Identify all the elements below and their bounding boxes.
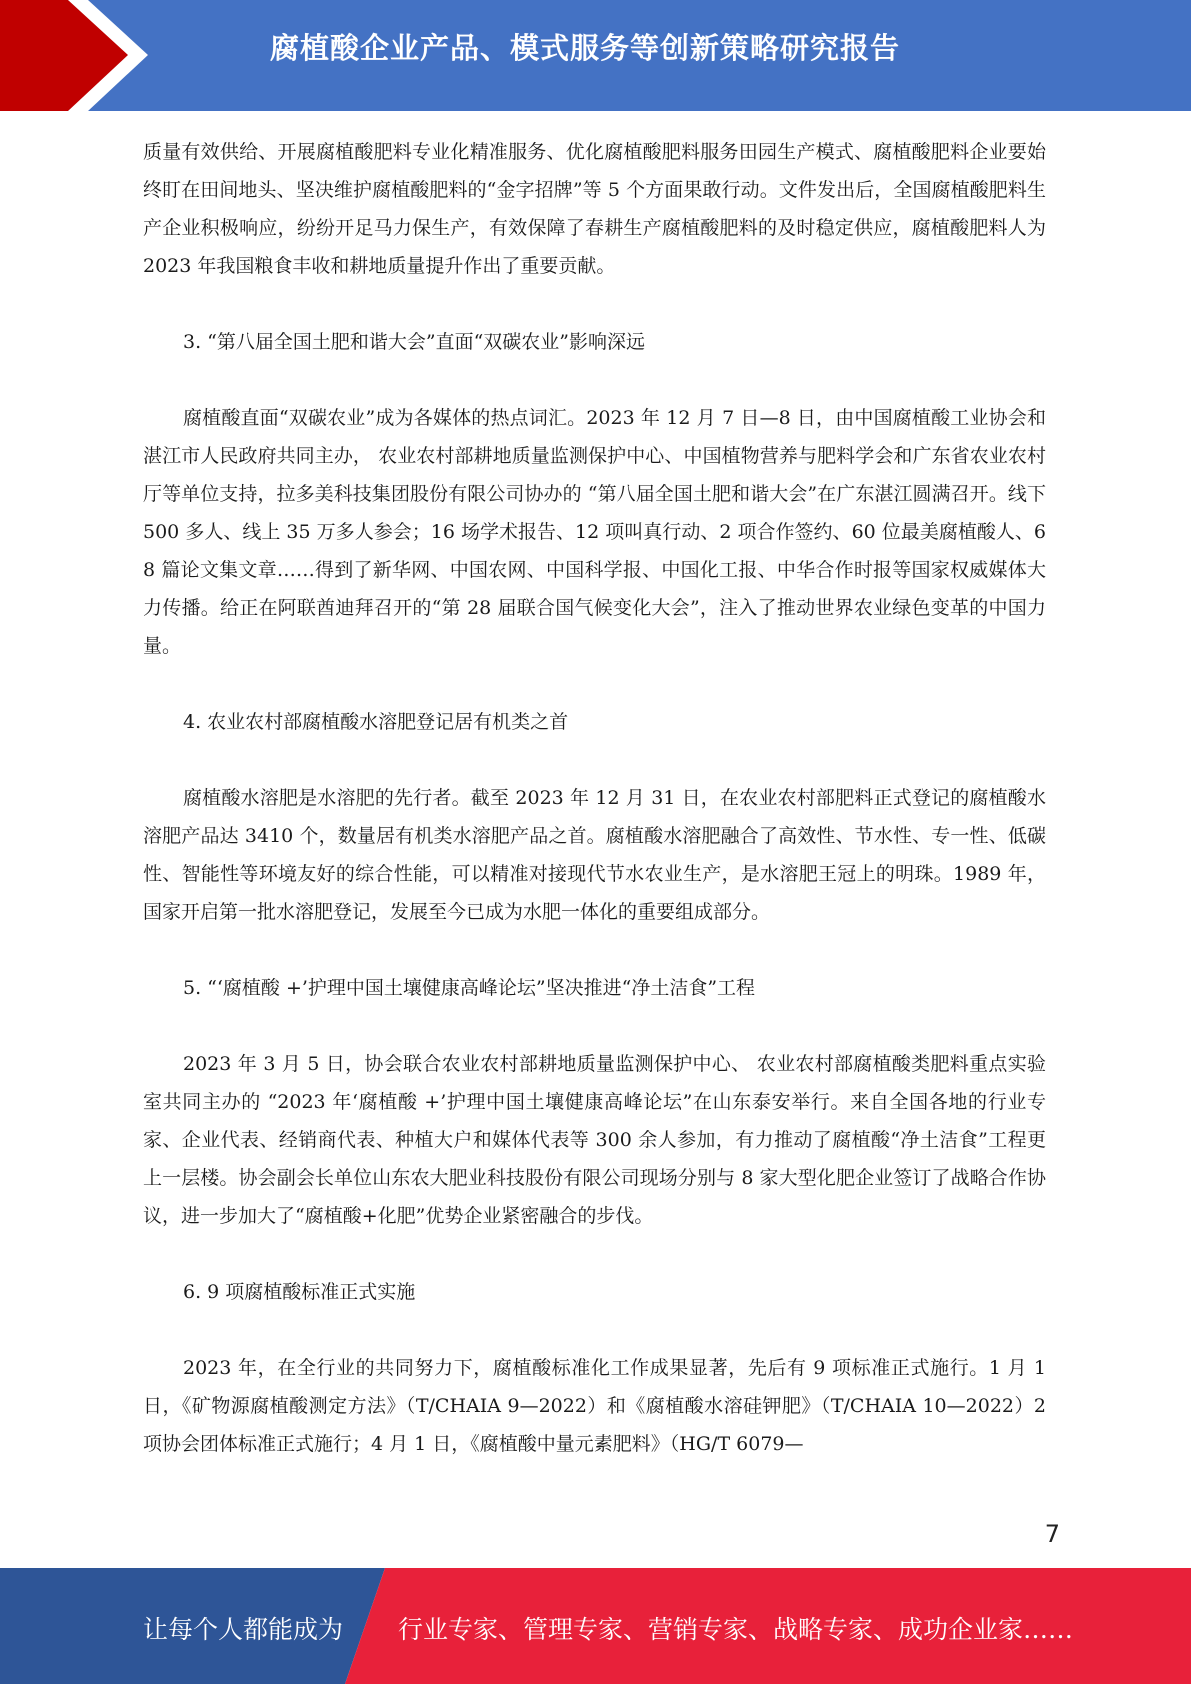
header-title: 腐植酸企业产品、模式服务等创新策略研究报告 xyxy=(270,31,901,65)
section-heading-3: 3. “第八届全国土肥和谐大会”直面“双碳农业”影响深远 xyxy=(183,331,646,353)
page-number: 7 xyxy=(1044,1520,1060,1548)
paragraph-3: 腐植酸直面“双碳农业”成为各媒体的热点词汇。2023 年 12 月 7 日—8 日，由中国腐植酸工业协会和湛江市人民政府共同主办， 农业农村部耕地质量监测保护中心、中国植物营养与肥料学会和广东省农业农村厅等单位支持，拉多美科技集团股份有限公司协办的 “第八届全国土肥和谐大会”在广东湛江圆满召开。线下 500 多人、线上 35 万多人参会；16 场学术报告、12 项叫真行动、2 项合作签约、60 位最美腐植酸人、68 篇论文集文章……得到了新华网、中国农网、中国科学报、中国化工报、中华合作时报等国家权威媒体大力传播。给正在阿联酋迪拜召开的“第 28 届联合国气候变化大会”，注入了推动世界农业绿色变革的中国力量。 xyxy=(143,407,1046,657)
page-content xyxy=(143,133,1046,1463)
section-heading-4: 4. 农业农村部腐植酸水溶肥登记居有机类之首 xyxy=(183,711,569,733)
paragraph-4: 腐植酸水溶肥是水溶肥的先行者。截至 2023 年 12 月 31 日，在农业农村部肥料正式登记的腐植酸水溶肥产品达 3410 个，数量居有机类水溶肥产品之首。腐植酸水溶肥融合了高效性、节水性、专一性、低碳性、智能性等环境友好的综合性能，可以精准对接现代节水农业生产，是水溶肥王冠上的明珠。1989 年，国家开启第一批水溶肥登记，发展至今已成为水肥一体化的重要组成部分。 xyxy=(143,787,1046,923)
section-heading-5: 5. “‘腐植酸 +’护理中国土壤健康高峰论坛”坚决推进“净土洁食”工程 xyxy=(183,977,756,999)
section-heading-6: 6. 9 项腐植酸标准正式实施 xyxy=(183,1281,416,1303)
footer-left-text: 让每个人都能成为 xyxy=(143,1615,344,1644)
page-footer xyxy=(0,1568,1191,1684)
page-header xyxy=(0,0,1191,111)
paragraph-5: 2023 年 3 月 5 日，协会联合农业农村部耕地质量监测保护中心、 农业农村部腐植酸类肥料重点实验室共同主办的 “2023 年‘腐植酸 +’护理中国土壤健康高峰论坛”在山东泰安举行。来自全国各地的行业专家、企业代表、经销商代表、种植大户和媒体代表等 300 余人参加，有力推动了腐植酸“净土洁食”工程更上一层楼。协会副会长单位山东农大肥业科技股份有限公司现场分别与 8 家大型化肥企业签订了战略合作协议，进一步加大了“腐植酸+化肥”优势企业紧密融合的步伐。 xyxy=(143,1053,1046,1227)
footer-right-text: 行业专家、管理专家、营销专家、战略专家、成功企业家…… xyxy=(398,1615,1074,1644)
header-red-arrow xyxy=(0,0,148,111)
paragraph-1: 质量有效供给、开展腐植酸肥料专业化精准服务、优化腐植酸肥料服务田园生产模式、腐植酸肥料企业要始终盯在田间地头、坚决维护腐植酸肥料的“金字招牌”等 5 个方面果敢行动。文件发出后，全国腐植酸肥料生产企业积极响应，纷纷开足马力保生产，有效保障了春耕生产腐植酸肥料的及时稳定供应，腐植酸肥料人为 2023 年我国粮食丰收和耕地质量提升作出了重要贡献。 xyxy=(143,141,1046,277)
paragraph-6: 2023 年，在全行业的共同努力下，腐植酸标准化工作成果显著，先后有 9 项标准正式施行。1 月 1 日，《矿物源腐植酸测定方法》（T/CHAIA 9—2022）和《腐植酸水溶硅钾肥》（T/CHAIA 10—2022）2 项协会团体标准正式施行；4 月 1 日，《腐植酸中量元素肥料》（HG/T 6079— xyxy=(143,1357,1046,1455)
